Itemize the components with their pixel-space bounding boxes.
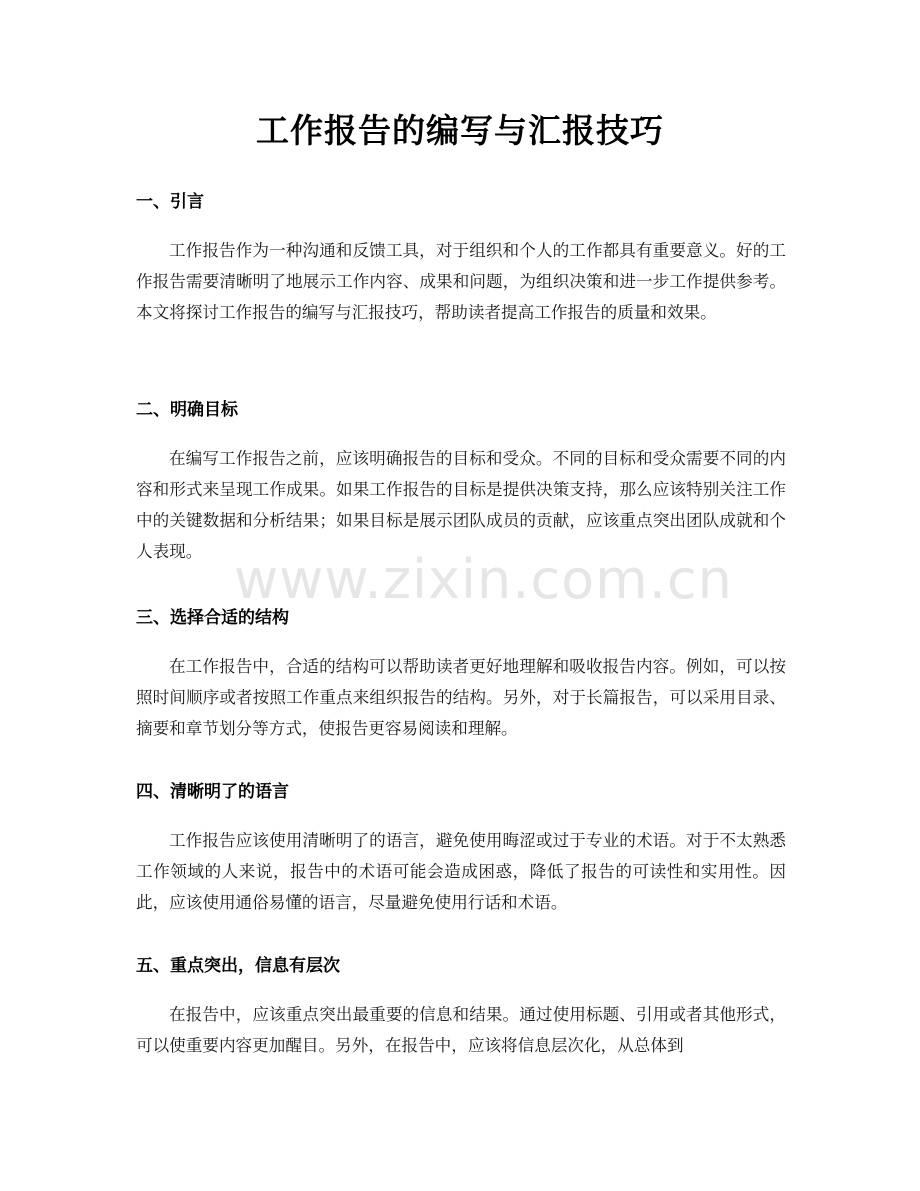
document-title: 工作报告的编写与汇报技巧 [256, 111, 664, 150]
section-body-goals: 在编写工作报告之前，应该明确报告的目标和受众。不同的目标和受众需要不同的内容和形式来呈现工作成果。如果工作报告的目标是提供决策支持，那么应该特别关注工作中的关键数据和分析结果；如果目标是展示团队成员的贡献，应该重点突出团队成就和个人表现。 [136, 449, 786, 561]
section-body-intro: 工作报告作为一种沟通和反馈工具，对于组织和个人的工作都具有重要意义。好的工作报告需要清晰明了地展示工作内容、成果和问题，为组织决策和进一步工作提供参考。本文将探讨工作报告的编写与汇报技巧，帮助读者提高工作报告的质量和效果。 [136, 241, 786, 322]
section-body-language: 工作报告应该使用清晰明了的语言，避免使用晦涩或过于专业的术语。对于不太熟悉工作领域的人来说，报告中的术语可能会造成困惑，降低了报告的可读性和实用性。因此，应该使用通俗易懂的语言，尽量避免使用行话和术语。 [136, 831, 786, 912]
section-heading-goals: 二、明确目标 [136, 400, 238, 420]
section-heading-emphasis: 五、重点突出，信息有层次 [136, 956, 340, 976]
section-heading-intro: 一、引言 [136, 192, 204, 212]
watermark: www.zixin.com.cn [234, 548, 733, 611]
section-body-emphasis: 在报告中，应该重点突出最重要的信息和结果。通过使用标题、引用或者其他形式，可以使重要内容更加醒目。另外，在报告中，应该将信息层次化，从总体到 [136, 1005, 786, 1055]
section-heading-structure: 三、选择合适的结构 [136, 608, 289, 628]
section-heading-language: 四、清晰明了的语言 [136, 782, 289, 802]
section-body-structure: 在工作报告中，合适的结构可以帮助读者更好地理解和吸收报告内容。例如，可以按照时间顺序或者按照工作重点来组织报告的结构。另外，对于长篇报告，可以采用目录、摘要和章节划分等方式，使报告更容易阅读和理解。 [136, 657, 786, 738]
